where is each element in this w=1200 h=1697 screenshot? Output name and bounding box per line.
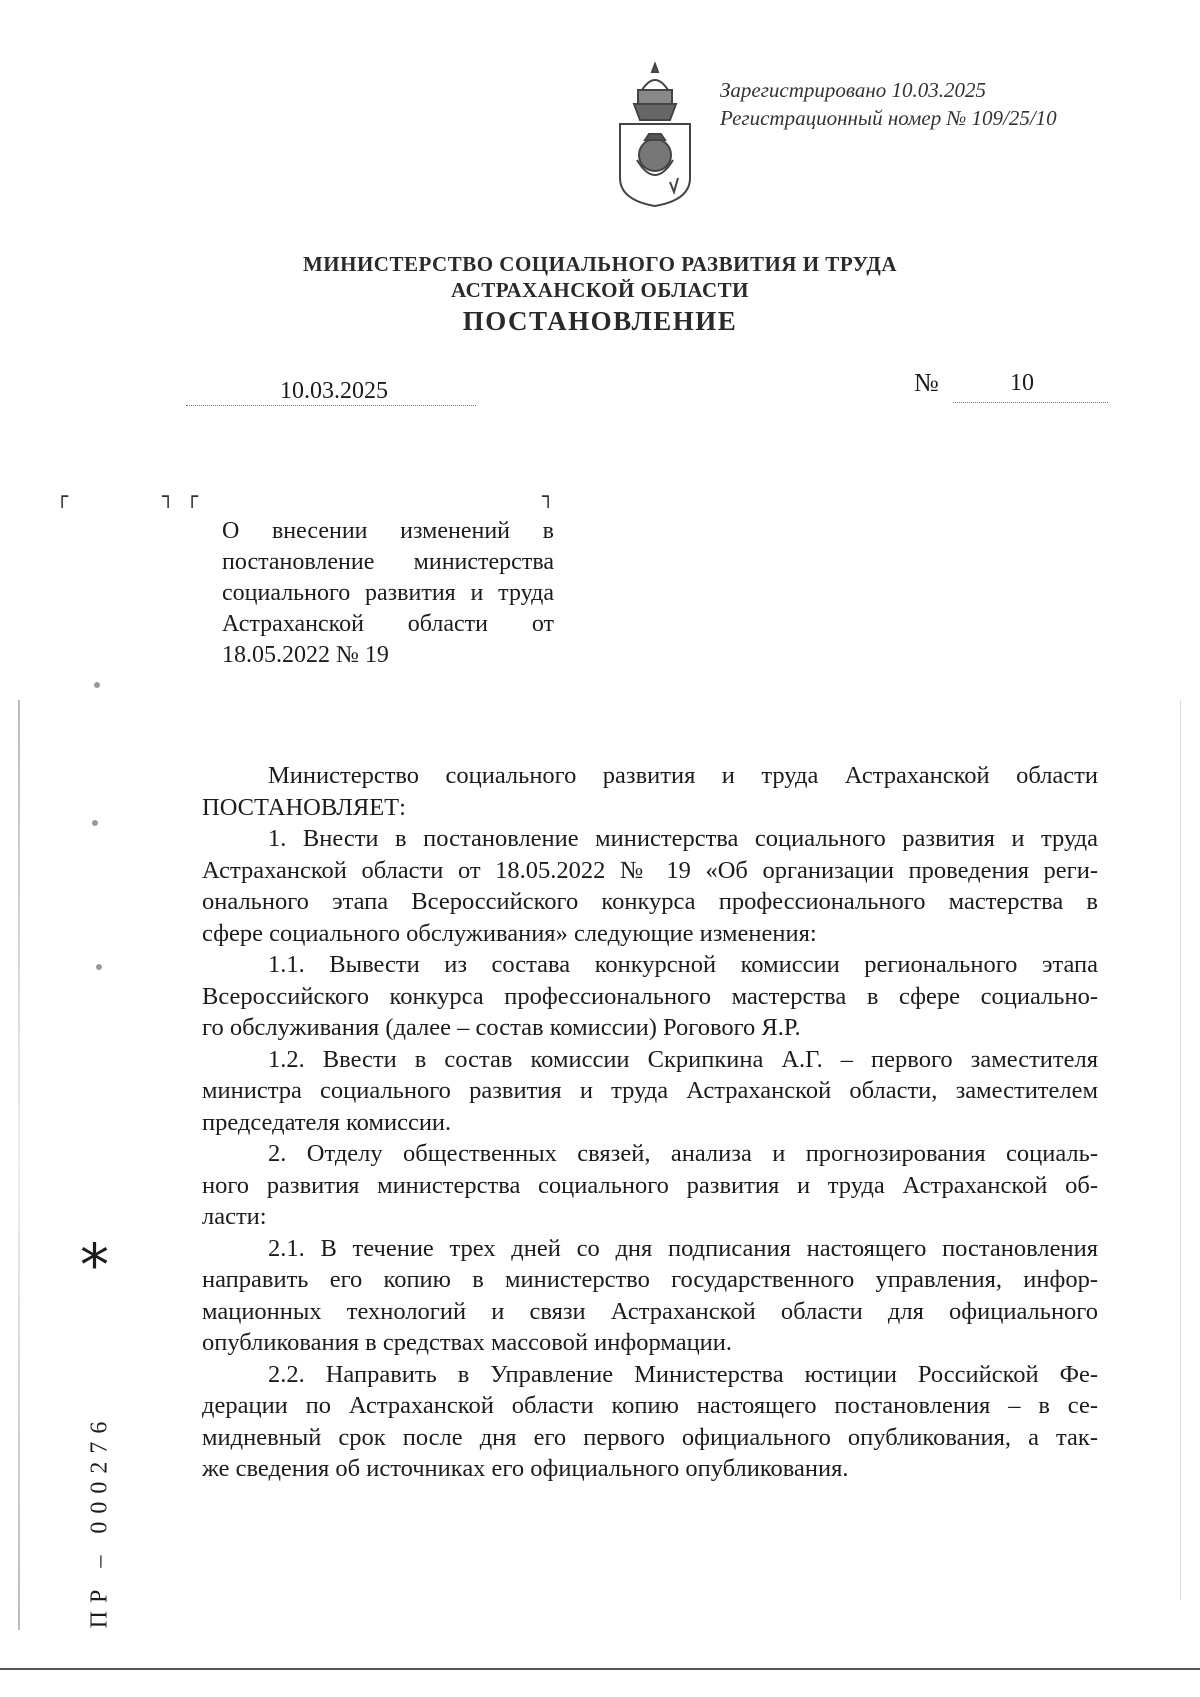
- body-line: Министерство социального развития и труда Астраханской области: [268, 762, 1098, 789]
- body-line: же сведения об источниках его официального опубликования.: [202, 1455, 849, 1482]
- body-line: председателя комиссии.: [202, 1108, 452, 1136]
- margin-form-code: [82, 1386, 118, 1656]
- document-date: 10.03.2025: [280, 378, 388, 404]
- registration-stamp: [720, 76, 1057, 132]
- document-type-title: ПОСТАНОВЛЕНИЕ: [462, 306, 738, 336]
- body-line: онального этапа Всероссийского конкурса профессионального мастерства в: [202, 888, 1098, 915]
- body-line: мидневный срок после дня его первого официального опубликования, а так-: [202, 1423, 1098, 1451]
- ministry-name-line2: АСТРАХАНСКОЙ ОБЛАСТИ: [450, 278, 750, 302]
- body-line: Всероссийского конкурса профессионального мастерства в сфере социально-: [202, 982, 1098, 1010]
- body-line: ПОСТАНОВЛЯЕТ:: [202, 793, 406, 821]
- body-line: дерации по Астраханской области копию настоящего постановления – в се-: [202, 1392, 1098, 1419]
- number-sign: №: [914, 368, 939, 397]
- body-line: 1. Внести в постановление министерства социального развития и труда: [268, 825, 1098, 852]
- corner-mark-top-mid-right: ┐: [162, 484, 175, 508]
- margin-dot: [92, 820, 98, 826]
- margin-asterisk: *: [80, 1231, 109, 1299]
- document-subject: О внесении изменений в постановление министерства социального развития и труда Астраханской области от 18.05.2022 № 19: [222, 518, 554, 668]
- body-line: ласти:: [202, 1203, 267, 1230]
- margin-form-code-text: ПР – 000276: [86, 1413, 113, 1629]
- corner-mark-top-right: ┐: [542, 484, 555, 508]
- margin-dot: [94, 682, 100, 688]
- body-line: 1.1. Вывести из состава конкурсной комиссии регионального этапа: [268, 951, 1098, 978]
- body-line: 2.2. Направить в Управление Министерства юстиции Российской Фе-: [268, 1360, 1098, 1388]
- scan-edge-right: [1180, 700, 1181, 1600]
- registration-number: Регистрационный номер № 109/25/10: [720, 106, 1057, 130]
- body-line: го обслуживания (далее – состав комиссии) Рогового Я.Р.: [202, 1014, 801, 1041]
- body-line: мационных технологий и связи Астраханской области для официального: [202, 1297, 1098, 1325]
- scan-edge-bottom: [0, 1668, 1200, 1670]
- coat-of-arms-icon: [612, 60, 698, 208]
- document-body: [202, 760, 1098, 1485]
- body-line: опубликования в средствах массовой информации.: [202, 1329, 733, 1356]
- registration-date: Зарегистрировано 10.03.2025: [720, 78, 987, 102]
- body-line: направить его копию в министерство государственного управления, инфор-: [202, 1266, 1098, 1293]
- date-underline: [186, 405, 476, 406]
- ministry-name-line1: МИНИСТЕРСТВО СОЦИАЛЬНОГО РАЗВИТИЯ И ТРУДА: [302, 252, 898, 276]
- number-underline: [953, 402, 1108, 403]
- corner-mark-top-left: ┌: [56, 484, 69, 508]
- body-line: ного развития министерства социального развития и труда Астраханской об-: [202, 1171, 1098, 1199]
- body-line: Астраханской области от 18.05.2022 № 19 «Об организации проведения реги-: [202, 856, 1098, 884]
- corner-mark-top-mid-left: ┌: [186, 484, 199, 508]
- body-line: 2.1. В течение трех дней со дня подписания настоящего постановления: [268, 1234, 1098, 1262]
- body-line: 1.2. Ввести в состав комиссии Скрипкина А.Г. – первого заместителя: [268, 1045, 1098, 1073]
- margin-dot: [96, 964, 102, 970]
- body-line: 2. Отделу общественных связей, анализа и прогнозирования социаль-: [268, 1140, 1098, 1167]
- document-number: 10: [1010, 370, 1034, 396]
- scan-edge-left: [18, 700, 20, 1630]
- body-line: сфере социального обслуживания» следующие изменения:: [202, 919, 817, 947]
- body-line: министра социального развития и труда Астраханской области, заместителем: [202, 1077, 1098, 1104]
